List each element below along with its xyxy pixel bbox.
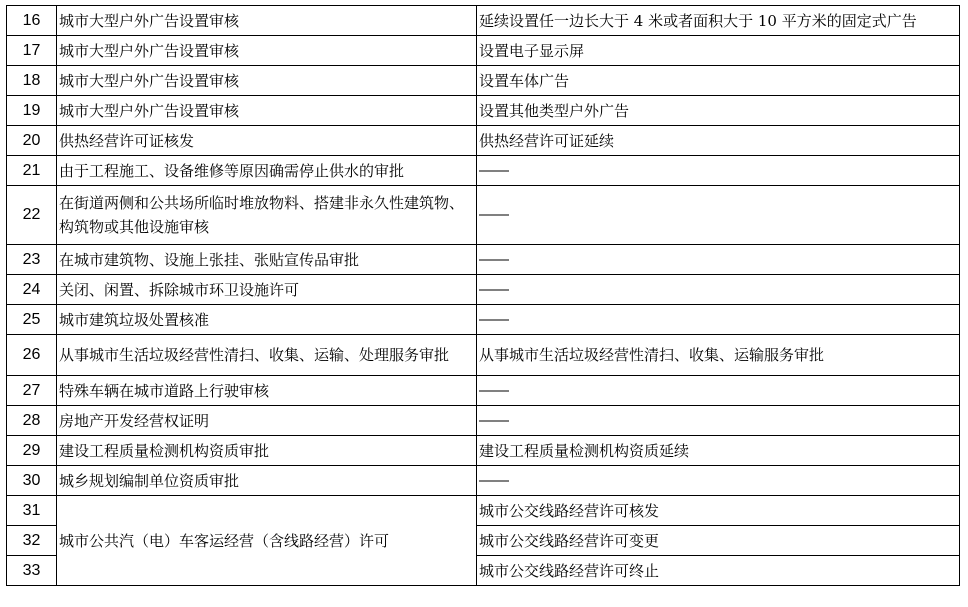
table-row xyxy=(7,186,960,245)
table-row xyxy=(7,156,960,186)
sub-item: —— xyxy=(477,406,960,436)
table-row xyxy=(7,305,960,335)
row-number: 16 xyxy=(7,6,57,36)
row-number: 31 xyxy=(7,496,57,526)
row-number: 25 xyxy=(7,305,57,335)
row-number: 24 xyxy=(7,275,57,305)
sub-item: 城市公交线路经营许可核发 xyxy=(477,496,960,526)
permit-table xyxy=(6,5,960,586)
sub-item: —— xyxy=(477,245,960,275)
item-name: 房地产开发经营权证明 xyxy=(57,406,477,436)
item-name: 城市大型户外广告设置审核 xyxy=(57,66,477,96)
item-name: 供热经营许可证核发 xyxy=(57,126,477,156)
table-row xyxy=(7,376,960,406)
table-row xyxy=(7,275,960,305)
merged-item-name: 城市公共汽（电）车客运经营（含线路经营）许可 xyxy=(57,496,477,586)
item-name: 从事城市生活垃圾经营性清扫、收集、运输、处理服务审批 xyxy=(57,335,477,376)
item-name: 城市大型户外广告设置审核 xyxy=(57,96,477,126)
sub-item: 供热经营许可证延续 xyxy=(477,126,960,156)
table-row xyxy=(7,36,960,66)
row-number: 20 xyxy=(7,126,57,156)
row-number: 27 xyxy=(7,376,57,406)
row-number: 17 xyxy=(7,36,57,66)
table-row xyxy=(7,66,960,96)
row-number: 19 xyxy=(7,96,57,126)
sub-item: —— xyxy=(477,275,960,305)
item-name: 城乡规划编制单位资质审批 xyxy=(57,466,477,496)
item-name: 由于工程施工、设备维修等原因确需停止供水的审批 xyxy=(57,156,477,186)
item-name: 城市大型户外广告设置审核 xyxy=(57,6,477,36)
row-number: 30 xyxy=(7,466,57,496)
table-row xyxy=(7,245,960,275)
item-name: 建设工程质量检测机构资质审批 xyxy=(57,436,477,466)
row-number: 26 xyxy=(7,335,57,376)
table-row xyxy=(7,126,960,156)
table-row xyxy=(7,406,960,436)
item-name: 城市大型户外广告设置审核 xyxy=(57,36,477,66)
table-row xyxy=(7,436,960,466)
row-number: 23 xyxy=(7,245,57,275)
table-row xyxy=(7,6,960,36)
row-number: 32 xyxy=(7,526,57,556)
sub-item: —— xyxy=(477,466,960,496)
table-row xyxy=(7,496,960,526)
row-number: 18 xyxy=(7,66,57,96)
row-number: 21 xyxy=(7,156,57,186)
sub-item: —— xyxy=(477,156,960,186)
item-name: 关闭、闲置、拆除城市环卫设施许可 xyxy=(57,275,477,305)
sub-item: 城市公交线路经营许可终止 xyxy=(477,556,960,586)
item-name: 城市建筑垃圾处置核准 xyxy=(57,305,477,335)
sub-item: 设置电子显示屏 xyxy=(477,36,960,66)
row-number: 29 xyxy=(7,436,57,466)
row-number: 33 xyxy=(7,556,57,586)
sub-item: 从事城市生活垃圾经营性清扫、收集、运输服务审批 xyxy=(477,335,960,376)
sub-item: —— xyxy=(477,376,960,406)
sub-item: 设置车体广告 xyxy=(477,66,960,96)
row-number: 28 xyxy=(7,406,57,436)
sub-item: 建设工程质量检测机构资质延续 xyxy=(477,436,960,466)
row-number: 22 xyxy=(7,186,57,245)
item-name: 特殊车辆在城市道路上行驶审核 xyxy=(57,376,477,406)
sub-item: —— xyxy=(477,305,960,335)
item-name: 在城市建筑物、设施上张挂、张贴宣传品审批 xyxy=(57,245,477,275)
sub-item: —— xyxy=(477,186,960,245)
table-row xyxy=(7,335,960,376)
table-row xyxy=(7,96,960,126)
sub-item: 城市公交线路经营许可变更 xyxy=(477,526,960,556)
sub-item: 延续设置任一边长大于 4 米或者面积大于 10 平方米的固定式广告 xyxy=(477,6,960,36)
table-row xyxy=(7,466,960,496)
item-name: 在街道两侧和公共场所临时堆放物料、搭建非永久性建筑物、构筑物或其他设施审核 xyxy=(57,186,477,245)
sub-item: 设置其他类型户外广告 xyxy=(477,96,960,126)
